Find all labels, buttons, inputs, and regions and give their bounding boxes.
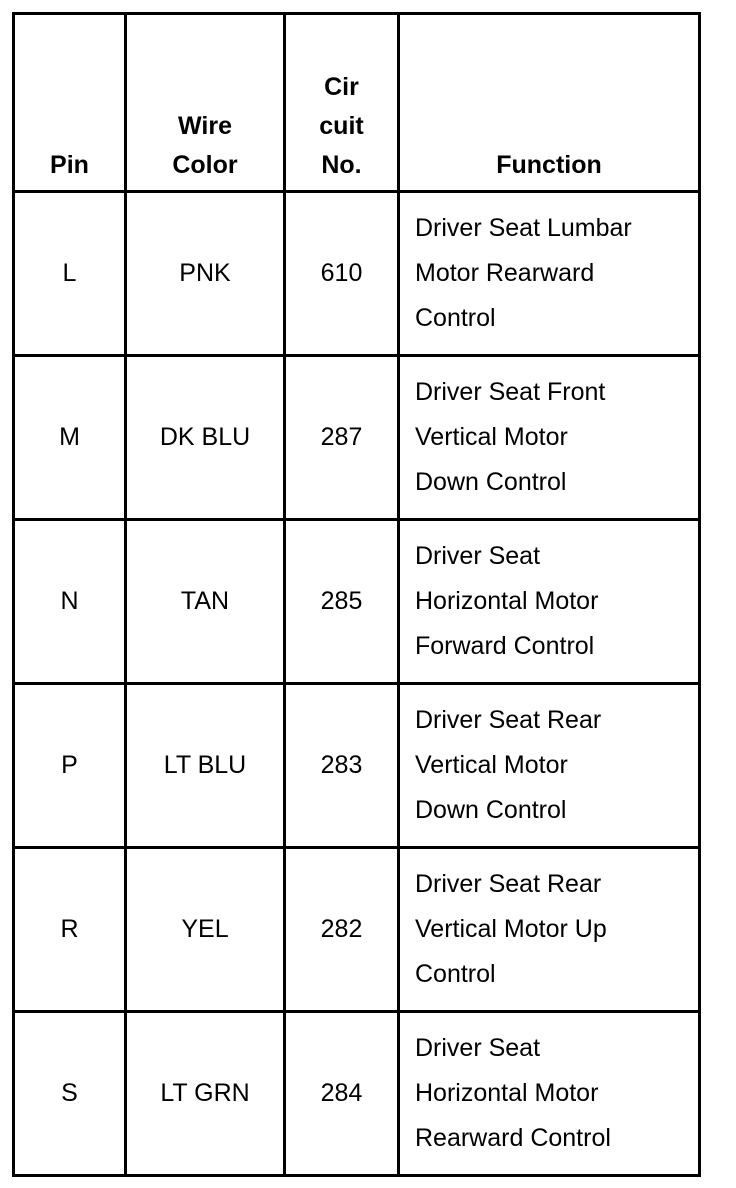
wire-color-cell: LT BLU xyxy=(126,684,285,848)
header-wire-color xyxy=(126,14,285,192)
header-function xyxy=(399,14,700,192)
wire-color-cell: PNK xyxy=(126,192,285,356)
table-row xyxy=(14,684,700,848)
circuit-no-cell: 285 xyxy=(285,520,399,684)
circuit-no-cell: 610 xyxy=(285,192,399,356)
circuit-no-cell: 282 xyxy=(285,848,399,1012)
table-row xyxy=(14,1012,700,1176)
table-row xyxy=(14,848,700,1012)
pin-cell: N xyxy=(14,520,126,684)
function-line: Driver Seat Rear xyxy=(415,870,602,898)
function-line: Motor Rearward xyxy=(415,259,595,287)
function-line: Down Control xyxy=(415,796,567,824)
table-row xyxy=(14,192,700,356)
circuit-no-cell: 287 xyxy=(285,356,399,520)
function-line: Rearward Control xyxy=(415,1124,611,1152)
table-row xyxy=(14,356,700,520)
wire-color-cell: LT GRN xyxy=(126,1012,285,1176)
pin-cell: S xyxy=(14,1012,126,1176)
circuit-no-cell: 283 xyxy=(285,684,399,848)
function-line: Horizontal Motor xyxy=(415,1079,599,1107)
header-function-line: Function xyxy=(496,151,602,179)
function-line: Forward Control xyxy=(415,632,595,660)
header-circuit-no-line: cuit xyxy=(319,112,364,140)
pin-cell: P xyxy=(14,684,126,848)
wire-color-cell: DK BLU xyxy=(126,356,285,520)
function-line: Driver Seat Rear xyxy=(415,706,602,734)
table-row xyxy=(14,520,700,684)
pin-cell: R xyxy=(14,848,126,1012)
header-circuit-no xyxy=(285,14,399,192)
function-line: Control xyxy=(415,304,496,332)
wire-color-cell: TAN xyxy=(126,520,285,684)
function-line: Down Control xyxy=(415,468,567,496)
pin-cell: L xyxy=(14,192,126,356)
function-line: Driver Seat xyxy=(415,1034,541,1062)
function-cell xyxy=(399,684,700,848)
circuit-no-cell: 284 xyxy=(285,1012,399,1176)
function-line: Vertical Motor Up xyxy=(415,915,607,943)
header-row xyxy=(14,14,700,192)
header-circuit-no-line: No. xyxy=(321,151,362,179)
connector-pinout-table xyxy=(12,12,701,1177)
function-line: Driver Seat Front xyxy=(415,378,606,406)
function-line: Vertical Motor xyxy=(415,423,568,451)
function-cell xyxy=(399,1012,700,1176)
function-line: Driver Seat Lumbar xyxy=(415,214,632,242)
function-line: Control xyxy=(415,960,496,988)
header-circuit-no-line: Cir xyxy=(324,73,359,101)
header-wire-color-line: Wire xyxy=(178,112,232,140)
header-wire-color-line: Color xyxy=(172,151,238,179)
function-cell xyxy=(399,356,700,520)
function-cell xyxy=(399,848,700,1012)
function-line: Vertical Motor xyxy=(415,751,568,779)
function-cell xyxy=(399,520,700,684)
function-cell xyxy=(399,192,700,356)
wire-color-cell: YEL xyxy=(126,848,285,1012)
function-line: Horizontal Motor xyxy=(415,587,599,615)
function-line: Driver Seat xyxy=(415,542,541,570)
header-pin xyxy=(14,14,126,192)
pin-cell: M xyxy=(14,356,126,520)
header-pin-line: Pin xyxy=(50,151,89,179)
